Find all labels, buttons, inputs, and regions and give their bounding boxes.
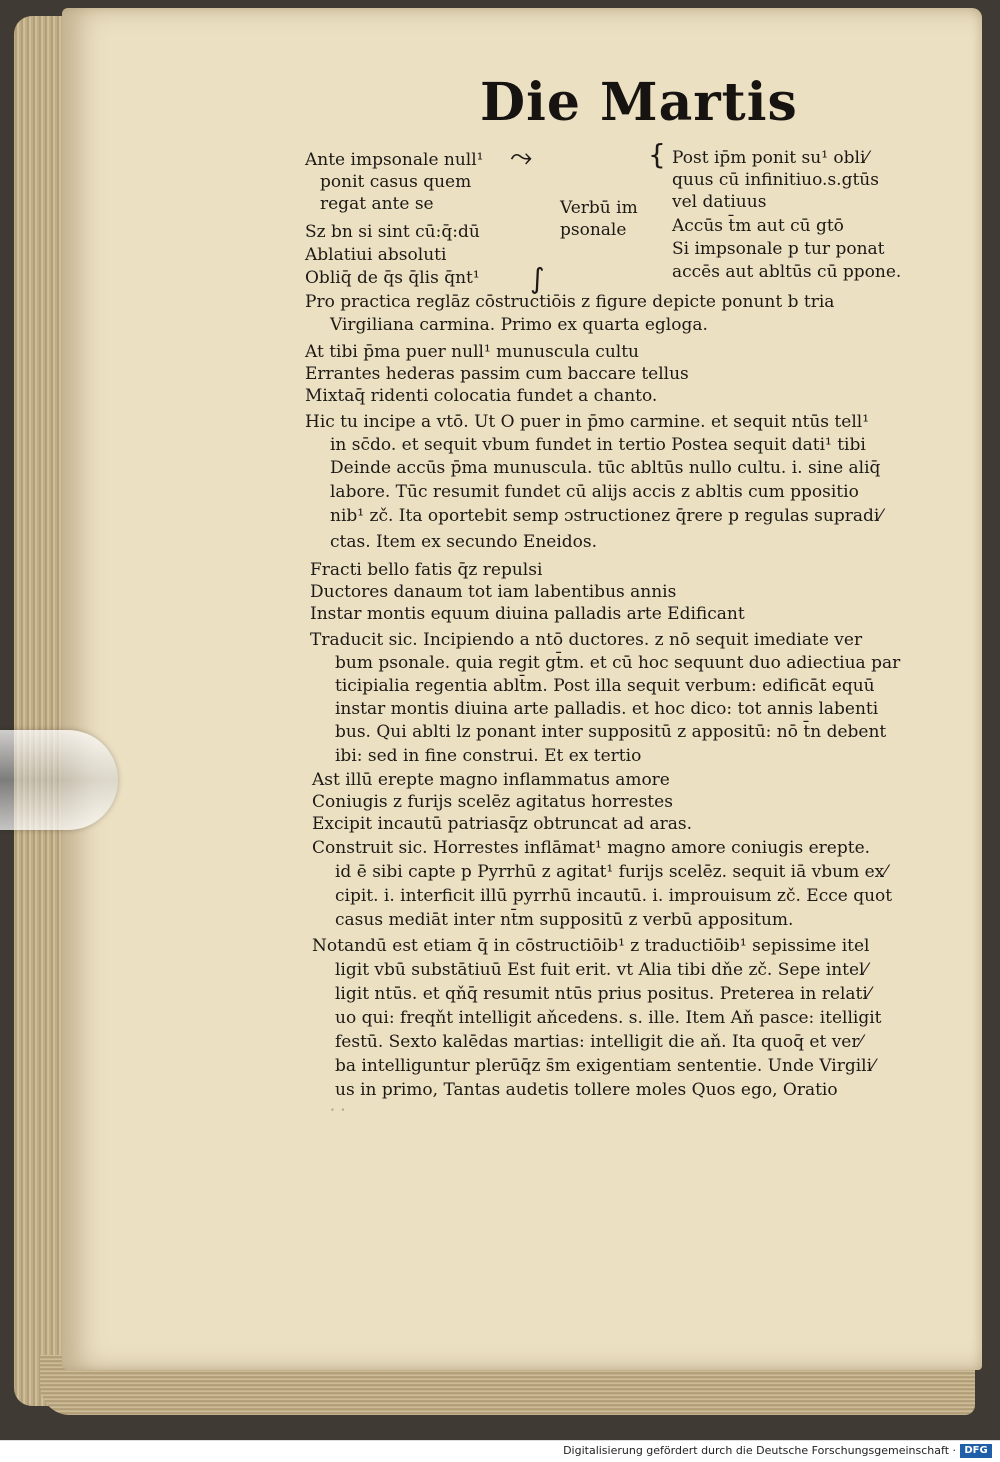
body-line: Pro practica reglāz cōstructiōis z figure depicte ponunt b tria: [305, 292, 835, 312]
body-line: casus mediāt inter nt̄m suppositū z verbū appositum.: [335, 910, 794, 930]
body-line: uo qui: freqňt intelligit aňcedens. s. ille. Item Aň pasce: itelligit: [335, 1008, 882, 1028]
body-line: Deinde accūs p̄ma munuscula. tūc abltūs nullo cultu. i. sine aliq̄: [330, 458, 881, 478]
body-line: cipit. i. interficit illū pyrrhū incautū. i. improuisum zč. Ecce quot: [335, 886, 893, 906]
right-line: quus cū infinitiuo.s.gtūs: [672, 170, 879, 190]
right-line: vel datiuus: [672, 192, 767, 212]
footer-bar: [0, 1440, 1000, 1462]
body-line: bus. Qui ablti lz ponant inter suppositū z appositū: nō t̄n debent: [335, 722, 887, 742]
body-line: Ast illū erepte magno inflammatus amore: [312, 770, 670, 790]
body-line: nib¹ zč. Ita oportebit semp ɔstructionez q̄rere p regulas supradi⁄: [330, 506, 883, 526]
body-line: ibi: sed in fine construi. Et ex tertio: [335, 746, 642, 766]
right-brace: {: [648, 138, 666, 171]
body-line: Notandū est etiam q̄ in cōstructiōib¹ z traductiōib¹ sepissime itel: [312, 936, 870, 956]
left-line: ponit casus quem: [320, 172, 472, 192]
glass-page-holder: [0, 730, 118, 830]
body-line: us in primo, Tantas audetis tollere moles Quos ego, Oratio: [335, 1080, 838, 1100]
body-line: Excipit incautū patriasq̄z obtruncat ad aras.: [312, 814, 693, 834]
body-line: bum psonale. quia regit gt̄m. et cū hoc sequunt duo adiectiua par: [335, 653, 901, 673]
left-line: Ante impsonale null¹: [305, 150, 484, 170]
body-line: ligit vbū substātiuū Est fuit erit. vt Alia tibi dňe zč. Sepe intel⁄: [335, 960, 868, 980]
middle-line: Verbū im: [560, 198, 638, 218]
body-line: Coniugis z furijs scelēz agitatus horrestes: [312, 792, 673, 812]
body-line: instar montis diuina arte palladis. et hoc dico: tot annis labenti: [335, 699, 879, 719]
body-line: Virgiliana carmina. Primo ex quarta egloga.: [330, 315, 708, 335]
page-heading: Die Martis: [480, 72, 798, 133]
body-line: labore. Tūc resumit fundet cū alijs accis z abltis cum ppositio: [330, 482, 859, 502]
body-line: At tibi p̄ma puer null¹ munuscula cultu: [305, 342, 639, 362]
body-line: ctas. Item ex secundo Eneidos.: [330, 532, 598, 552]
left-line: regat ante se: [320, 194, 434, 214]
right-line: Si impsonale p tur ponat: [672, 239, 885, 259]
left-brace: ⤳: [510, 140, 533, 173]
body-line: Traducit sic. Incipiendo a ntō ductores. z nō sequit imediate ver: [310, 630, 863, 650]
body-line: Mixtaq̄ ridenti colocatia fundet a chanto.: [305, 386, 658, 406]
right-line: Accūs t̄m aut cū gtō: [672, 216, 844, 236]
body-line: in sc̄do. et sequit vbum fundet in tertio Postea sequit dati¹ tibi: [330, 435, 866, 455]
body-line: ligit ntūs. et qňq̄ resumit ntūs prius positus. Preterea in relati⁄: [335, 984, 871, 1004]
left-brace-lower: ∫: [530, 262, 545, 295]
show-through-text: [922, 68, 1000, 1328]
body-line: ticipialia regentia ablt̄m. Post illa sequit verbum: edificāt equū: [335, 676, 875, 696]
right-line: accēs aut abltūs cū ppone.: [672, 262, 902, 282]
body-line: Ductores danaum tot iam labentibus annis: [310, 582, 677, 602]
left-line: Sz bn si sint cū:q̄:dū: [305, 222, 480, 242]
body-line: Instar montis equum diuina palladis arte Edificant: [310, 604, 745, 624]
body-line: Errantes hederas passim cum baccare tellus: [305, 364, 689, 384]
left-line: Obliq̄ de q̄s q̄lis q̄nt¹: [305, 268, 480, 288]
right-line: Post ip̄m ponit su¹ obli⁄: [672, 148, 869, 168]
body-line: id ē sibi capte p Pyrrhū z agitat¹ furijs scelēz. sequit iā vbum ex⁄: [335, 862, 888, 882]
middle-line: psonale: [560, 220, 627, 240]
body-line: festū. Sexto kalēdas martias: intelligit die aň. Ita quoq̄ et ver⁄: [335, 1032, 863, 1052]
faint-ink-marks: ⸱ ⸱: [330, 1100, 346, 1121]
body-line: Fracti bello fatis q̄z repulsi: [310, 560, 543, 580]
dfg-logo: DFG: [960, 1444, 992, 1458]
funding-credit: Digitalisierung gefördert durch die Deutsche Forschungsgemeinschaft ·: [563, 1444, 956, 1457]
body-line: Hic tu incipe a vtō. Ut O puer in p̄mo carmine. et sequit ntūs tell¹: [305, 412, 870, 432]
body-line: Construit sic. Horrestes inflāmat¹ magno amore coniugis erepte.: [312, 838, 871, 858]
body-line: ba intelliguntur plerūq̄z s̄m exigentiam sententie. Unde Virgili⁄: [335, 1056, 875, 1076]
left-line: Ablatiui absoluti: [305, 245, 447, 265]
